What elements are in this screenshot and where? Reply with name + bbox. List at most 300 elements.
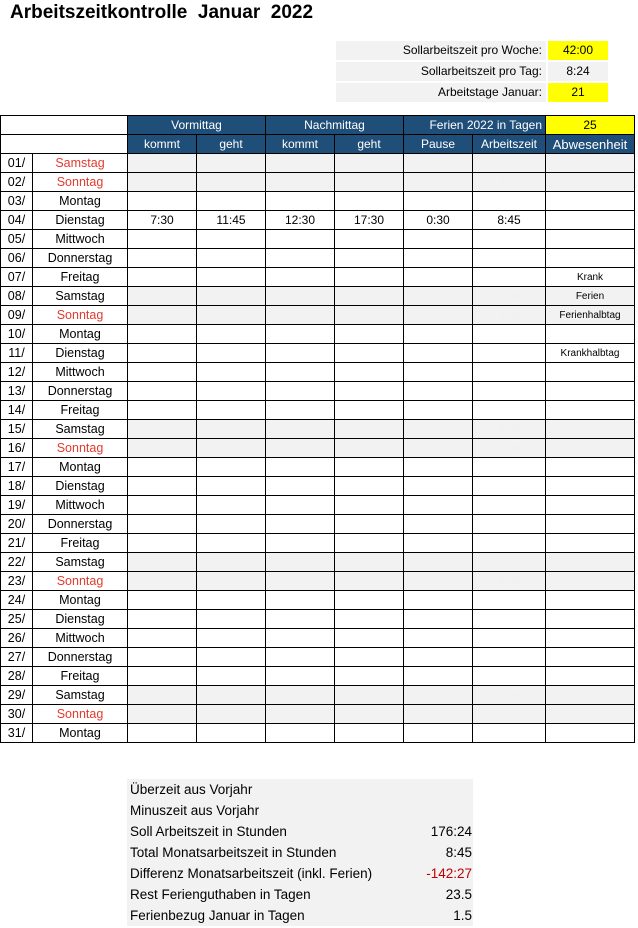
table-row: [1, 458, 635, 477]
day-number: 24/: [1, 591, 33, 610]
geht-vormittag-cell[interactable]: [197, 534, 266, 553]
kommt-vormittag-cell[interactable]: [128, 154, 197, 173]
day-name: Mittwoch: [33, 230, 128, 249]
abwesenheit-cell[interactable]: [546, 477, 635, 496]
kommt-vormittag-cell[interactable]: [128, 496, 197, 515]
geht-vormittag-cell[interactable]: 11:45: [197, 211, 266, 230]
geht-vormittag-cell[interactable]: [197, 344, 266, 363]
col-header-geht: geht: [335, 135, 404, 154]
day-number: 07/: [1, 268, 33, 287]
day-name: Donnerstag: [33, 648, 128, 667]
kommt-nachmittag-cell[interactable]: [266, 591, 335, 610]
table-row: [1, 230, 635, 249]
kommt-nachmittag-cell[interactable]: [266, 534, 335, 553]
kommt-vormittag-cell[interactable]: [128, 572, 197, 591]
summary-label: Rest Ferienguthaben in Tagen: [130, 887, 311, 902]
kommt-nachmittag-cell[interactable]: [266, 401, 335, 420]
arbeitszeit-cell: 8:45: [473, 211, 546, 230]
arbeitszeit-cell: [473, 154, 546, 173]
arbeitszeit-cell: [473, 401, 546, 420]
kommt-vormittag-cell[interactable]: [128, 629, 197, 648]
setting-label: Sollarbeitszeit pro Tag:: [336, 62, 546, 81]
arbeitszeit-cell: [473, 629, 546, 648]
geht-nachmittag-cell[interactable]: [335, 553, 404, 572]
geht-vormittag-cell[interactable]: [197, 439, 266, 458]
geht-vormittag-cell[interactable]: [197, 154, 266, 173]
arbeitszeit-cell: [473, 496, 546, 515]
geht-nachmittag-cell[interactable]: [335, 230, 404, 249]
kommt-nachmittag-cell[interactable]: [266, 648, 335, 667]
abwesenheit-cell[interactable]: [546, 534, 635, 553]
table-row: [1, 610, 635, 629]
geht-nachmittag-cell[interactable]: [335, 705, 404, 724]
geht-nachmittag-cell[interactable]: [335, 648, 404, 667]
table-row: [1, 268, 635, 287]
header-ferien: Ferien 2022 in Tagen: [404, 116, 546, 135]
geht-nachmittag-cell[interactable]: [335, 325, 404, 344]
geht-vormittag-cell[interactable]: [197, 249, 266, 268]
arbeitszeit-cell: 0:00: [473, 173, 546, 192]
kommt-nachmittag-cell[interactable]: [266, 553, 335, 572]
day-number: 31/: [1, 724, 33, 743]
geht-vormittag-cell[interactable]: [197, 477, 266, 496]
abwesenheit-cell[interactable]: [546, 553, 635, 572]
geht-vormittag-cell[interactable]: [197, 515, 266, 534]
geht-vormittag-cell[interactable]: [197, 306, 266, 325]
geht-vormittag-cell[interactable]: [197, 192, 266, 211]
day-name: Samstag: [33, 420, 128, 439]
table-row: [1, 249, 635, 268]
day-name: Sonntag: [33, 705, 128, 724]
pause-cell: [404, 686, 473, 705]
geht-vormittag-cell[interactable]: [197, 572, 266, 591]
pause-cell: [404, 477, 473, 496]
kommt-nachmittag-cell[interactable]: [266, 705, 335, 724]
geht-nachmittag-cell[interactable]: 17:30: [335, 211, 404, 230]
pause-cell: [404, 306, 473, 325]
page-title: Arbeitszeitkontrolle Januar 2022: [10, 2, 314, 23]
abwesenheit-cell[interactable]: [546, 230, 635, 249]
abwesenheit-cell[interactable]: [546, 154, 635, 173]
abwesenheit-cell[interactable]: [546, 591, 635, 610]
setting-value-day: 8:24: [548, 62, 608, 81]
table-row: [1, 439, 635, 458]
kommt-vormittag-cell[interactable]: [128, 686, 197, 705]
geht-vormittag-cell[interactable]: [197, 705, 266, 724]
kommt-vormittag-cell[interactable]: [128, 610, 197, 629]
arbeitszeit-cell: [473, 363, 546, 382]
abwesenheit-cell[interactable]: [546, 363, 635, 382]
abwesenheit-cell[interactable]: [546, 192, 635, 211]
abwesenheit-cell[interactable]: [546, 325, 635, 344]
kommt-vormittag-cell[interactable]: [128, 477, 197, 496]
summary-label: Überzeit aus Vorjahr: [130, 782, 253, 797]
pause-cell: [404, 363, 473, 382]
geht-vormittag-cell[interactable]: [197, 287, 266, 306]
arbeitszeit-cell: [473, 591, 546, 610]
day-number: 08/: [1, 287, 33, 306]
abwesenheit-cell[interactable]: [546, 211, 635, 230]
pause-cell: [404, 325, 473, 344]
kommt-nachmittag-cell[interactable]: [266, 344, 335, 363]
pause-cell: [404, 496, 473, 515]
day-name: Sonntag: [33, 173, 128, 192]
geht-vormittag-cell[interactable]: [197, 591, 266, 610]
day-name: Montag: [33, 458, 128, 477]
pause-cell: [404, 154, 473, 173]
day-name: Samstag: [33, 686, 128, 705]
summary-value: 8:45: [445, 845, 472, 860]
pause-cell: [404, 192, 473, 211]
table-row: [1, 705, 635, 724]
summary-block: [127, 779, 473, 926]
abwesenheit-cell[interactable]: [546, 496, 635, 515]
summary-label: Soll Arbeitszeit in Stunden: [130, 824, 287, 839]
geht-vormittag-cell[interactable]: [197, 629, 266, 648]
col-header-kommt: kommt: [128, 135, 197, 154]
pause-cell: 0:30: [404, 211, 473, 230]
table-row: [1, 401, 635, 420]
kommt-nachmittag-cell[interactable]: [266, 439, 335, 458]
col-header-kommt: kommt: [266, 135, 335, 154]
kommt-nachmittag-cell[interactable]: [266, 629, 335, 648]
day-name: Samstag: [33, 154, 128, 173]
ferien-days-input[interactable]: 25: [546, 116, 635, 135]
day-number: 23/: [1, 572, 33, 591]
summary-row: [127, 779, 473, 800]
pause-cell: [404, 515, 473, 534]
kommt-vormittag-cell[interactable]: [128, 648, 197, 667]
arbeitszeit-cell: [473, 534, 546, 553]
geht-vormittag-cell[interactable]: [197, 686, 266, 705]
day-name: Montag: [33, 192, 128, 211]
arbeitszeit-cell: [473, 648, 546, 667]
geht-vormittag-cell[interactable]: [197, 173, 266, 192]
kommt-nachmittag-cell[interactable]: [266, 686, 335, 705]
pause-cell: [404, 534, 473, 553]
kommt-vormittag-cell[interactable]: [128, 230, 197, 249]
day-name: Sonntag: [33, 439, 128, 458]
summary-row: [127, 821, 473, 842]
geht-nachmittag-cell[interactable]: [335, 287, 404, 306]
kommt-vormittag-cell[interactable]: [128, 458, 197, 477]
header-row-groups: [1, 116, 635, 135]
day-number: 26/: [1, 629, 33, 648]
geht-vormittag-cell[interactable]: [197, 230, 266, 249]
geht-nachmittag-cell[interactable]: [335, 572, 404, 591]
geht-vormittag-cell[interactable]: [197, 458, 266, 477]
abwesenheit-cell[interactable]: [546, 572, 635, 591]
setting-row-workdays: [336, 83, 636, 102]
geht-nachmittag-cell[interactable]: [335, 306, 404, 325]
arbeitszeit-cell: [473, 249, 546, 268]
abwesenheit-cell[interactable]: [546, 173, 635, 192]
arbeitszeit-cell: [473, 192, 546, 211]
kommt-nachmittag-cell[interactable]: [266, 287, 335, 306]
pause-cell: [404, 287, 473, 306]
kommt-vormittag-cell[interactable]: [128, 268, 197, 287]
geht-nachmittag-cell[interactable]: [335, 477, 404, 496]
abwesenheit-cell[interactable]: [546, 667, 635, 686]
day-name: Freitag: [33, 268, 128, 287]
abwesenheit-cell[interactable]: Krankhalbtag: [546, 344, 635, 363]
geht-vormittag-cell[interactable]: [197, 363, 266, 382]
table-row: [1, 629, 635, 648]
summary-value: 1.5: [453, 908, 472, 923]
pause-cell: [404, 249, 473, 268]
geht-nachmittag-cell[interactable]: [335, 534, 404, 553]
day-number: 03/: [1, 192, 33, 211]
table-row: [1, 173, 635, 192]
geht-nachmittag-cell[interactable]: [335, 439, 404, 458]
kommt-nachmittag-cell[interactable]: [266, 477, 335, 496]
arbeitszeit-cell: 0:00: [473, 306, 546, 325]
arbeitszeit-cell: [473, 344, 546, 363]
table-row: [1, 192, 635, 211]
summary-label: Differenz Monatsarbeitszeit (inkl. Ferien): [130, 866, 373, 881]
abwesenheit-cell[interactable]: [546, 705, 635, 724]
geht-vormittag-cell[interactable]: [197, 553, 266, 572]
header-vormittag: Vormittag: [128, 116, 266, 135]
kommt-nachmittag-cell[interactable]: [266, 515, 335, 534]
kommt-vormittag-cell[interactable]: [128, 420, 197, 439]
kommt-nachmittag-cell[interactable]: [266, 154, 335, 173]
arbeitszeit-cell: [473, 268, 546, 287]
day-name: Freitag: [33, 401, 128, 420]
geht-nachmittag-cell[interactable]: [335, 724, 404, 743]
summary-value: 23.5: [445, 887, 472, 902]
col-header-pause: Pause: [404, 135, 473, 154]
table-row: [1, 553, 635, 572]
abwesenheit-cell[interactable]: [546, 401, 635, 420]
kommt-nachmittag-cell[interactable]: [266, 667, 335, 686]
pause-cell: [404, 230, 473, 249]
pause-cell: [404, 173, 473, 192]
setting-label: Sollarbeitszeit pro Woche:: [336, 41, 546, 60]
settings-block: [336, 41, 636, 104]
arbeitszeit-cell: 0:00: [473, 420, 546, 439]
geht-nachmittag-cell[interactable]: [335, 591, 404, 610]
kommt-nachmittag-cell[interactable]: [266, 496, 335, 515]
geht-nachmittag-cell[interactable]: [335, 667, 404, 686]
table-row: [1, 420, 635, 439]
table-row: [1, 724, 635, 743]
day-name: Sonntag: [33, 572, 128, 591]
kommt-vormittag-cell[interactable]: [128, 553, 197, 572]
kommt-nachmittag-cell[interactable]: [266, 230, 335, 249]
kommt-vormittag-cell[interactable]: [128, 344, 197, 363]
arbeitszeit-cell: [473, 610, 546, 629]
geht-nachmittag-cell[interactable]: [335, 249, 404, 268]
pause-cell: [404, 648, 473, 667]
summary-value: -142:27: [426, 866, 472, 881]
day-number: 04/: [1, 211, 33, 230]
pause-cell: [404, 629, 473, 648]
abwesenheit-cell[interactable]: [546, 439, 635, 458]
table-row: [1, 363, 635, 382]
day-name: Donnerstag: [33, 515, 128, 534]
pause-cell: [404, 458, 473, 477]
geht-nachmittag-cell[interactable]: [335, 420, 404, 439]
kommt-nachmittag-cell[interactable]: 12:30: [266, 211, 335, 230]
geht-nachmittag-cell[interactable]: [335, 268, 404, 287]
day-name: Montag: [33, 724, 128, 743]
summary-label: Total Monatsarbeitszeit in Stunden: [130, 845, 337, 860]
kommt-vormittag-cell[interactable]: [128, 401, 197, 420]
pause-cell: [404, 439, 473, 458]
kommt-nachmittag-cell[interactable]: [266, 458, 335, 477]
kommt-vormittag-cell[interactable]: [128, 249, 197, 268]
geht-vormittag-cell[interactable]: [197, 667, 266, 686]
geht-nachmittag-cell[interactable]: [335, 686, 404, 705]
geht-nachmittag-cell[interactable]: [335, 515, 404, 534]
day-number: 30/: [1, 705, 33, 724]
kommt-vormittag-cell[interactable]: [128, 363, 197, 382]
table-row: [1, 686, 635, 705]
time-table: [0, 115, 635, 743]
abwesenheit-cell[interactable]: [546, 249, 635, 268]
kommt-vormittag-cell[interactable]: [128, 724, 197, 743]
kommt-vormittag-cell[interactable]: [128, 439, 197, 458]
abwesenheit-cell[interactable]: [546, 515, 635, 534]
arbeitszeit-cell: 0:00: [473, 287, 546, 306]
geht-nachmittag-cell[interactable]: [335, 382, 404, 401]
summary-row: [127, 905, 473, 926]
abwesenheit-cell[interactable]: [546, 686, 635, 705]
kommt-vormittag-cell[interactable]: [128, 325, 197, 344]
geht-nachmittag-cell[interactable]: [335, 344, 404, 363]
kommt-nachmittag-cell[interactable]: [266, 192, 335, 211]
table-row: [1, 382, 635, 401]
day-number: 05/: [1, 230, 33, 249]
abwesenheit-cell[interactable]: [546, 648, 635, 667]
summary-label: Ferienbezug Januar in Tagen: [130, 908, 305, 923]
geht-nachmittag-cell[interactable]: [335, 401, 404, 420]
kommt-nachmittag-cell[interactable]: [266, 572, 335, 591]
abwesenheit-cell[interactable]: [546, 610, 635, 629]
geht-vormittag-cell[interactable]: [197, 420, 266, 439]
geht-nachmittag-cell[interactable]: [335, 363, 404, 382]
kommt-vormittag-cell[interactable]: 7:30: [128, 211, 197, 230]
abwesenheit-cell[interactable]: Ferien: [546, 287, 635, 306]
arbeitszeit-cell: [473, 230, 546, 249]
kommt-vormittag-cell[interactable]: [128, 306, 197, 325]
kommt-vormittag-cell[interactable]: [128, 192, 197, 211]
abwesenheit-cell[interactable]: [546, 629, 635, 648]
geht-nachmittag-cell[interactable]: [335, 173, 404, 192]
geht-vormittag-cell[interactable]: [197, 648, 266, 667]
arbeitszeit-cell: [473, 477, 546, 496]
day-number: 01/: [1, 154, 33, 173]
kommt-vormittag-cell[interactable]: [128, 591, 197, 610]
summary-row: [127, 884, 473, 905]
day-number: 29/: [1, 686, 33, 705]
day-number: 09/: [1, 306, 33, 325]
day-name: Donnerstag: [33, 249, 128, 268]
pause-cell: [404, 705, 473, 724]
day-number: 11/: [1, 344, 33, 363]
geht-vormittag-cell[interactable]: [197, 382, 266, 401]
geht-nachmittag-cell[interactable]: [335, 192, 404, 211]
pause-cell: [404, 401, 473, 420]
kommt-vormittag-cell[interactable]: [128, 287, 197, 306]
kommt-nachmittag-cell[interactable]: [266, 173, 335, 192]
table-row: [1, 306, 635, 325]
kommt-nachmittag-cell[interactable]: [266, 325, 335, 344]
arbeitszeit-cell: [473, 325, 546, 344]
table-row: [1, 496, 635, 515]
pause-cell: [404, 382, 473, 401]
geht-vormittag-cell[interactable]: [197, 610, 266, 629]
geht-nachmittag-cell[interactable]: [335, 458, 404, 477]
table-row: [1, 325, 635, 344]
kommt-nachmittag-cell[interactable]: [266, 610, 335, 629]
abwesenheit-cell[interactable]: Ferienhalbtag: [546, 306, 635, 325]
day-number: 10/: [1, 325, 33, 344]
table-row: [1, 667, 635, 686]
summary-label: Minuszeit aus Vorjahr: [130, 803, 260, 818]
kommt-vormittag-cell[interactable]: [128, 534, 197, 553]
table-row: [1, 477, 635, 496]
pause-cell: [404, 553, 473, 572]
geht-nachmittag-cell[interactable]: [335, 496, 404, 515]
day-number: 20/: [1, 515, 33, 534]
geht-nachmittag-cell[interactable]: [335, 629, 404, 648]
day-number: 27/: [1, 648, 33, 667]
pause-cell: [404, 344, 473, 363]
abwesenheit-cell[interactable]: [546, 420, 635, 439]
abwesenheit-cell[interactable]: Krank: [546, 268, 635, 287]
day-number: 22/: [1, 553, 33, 572]
setting-label: Arbeitstage Januar:: [336, 83, 546, 102]
kommt-nachmittag-cell[interactable]: [266, 363, 335, 382]
day-name: Samstag: [33, 287, 128, 306]
kommt-nachmittag-cell[interactable]: [266, 306, 335, 325]
geht-vormittag-cell[interactable]: [197, 724, 266, 743]
kommt-nachmittag-cell[interactable]: [266, 420, 335, 439]
day-name: Mittwoch: [33, 629, 128, 648]
kommt-vormittag-cell[interactable]: [128, 173, 197, 192]
geht-nachmittag-cell[interactable]: [335, 154, 404, 173]
geht-vormittag-cell[interactable]: [197, 325, 266, 344]
abwesenheit-cell[interactable]: [546, 382, 635, 401]
abwesenheit-cell[interactable]: [546, 458, 635, 477]
kommt-vormittag-cell[interactable]: [128, 382, 197, 401]
pause-cell: [404, 667, 473, 686]
day-name: Samstag: [33, 553, 128, 572]
kommt-vormittag-cell[interactable]: [128, 705, 197, 724]
kommt-nachmittag-cell[interactable]: [266, 724, 335, 743]
arbeitszeit-cell: [473, 458, 546, 477]
kommt-nachmittag-cell[interactable]: [266, 249, 335, 268]
setting-value-workdays-input[interactable]: 21: [548, 83, 608, 102]
pause-cell: [404, 572, 473, 591]
kommt-nachmittag-cell[interactable]: [266, 268, 335, 287]
kommt-nachmittag-cell[interactable]: [266, 382, 335, 401]
geht-vormittag-cell[interactable]: [197, 496, 266, 515]
arbeitszeit-cell: 0:00: [473, 705, 546, 724]
geht-vormittag-cell[interactable]: [197, 268, 266, 287]
kommt-vormittag-cell[interactable]: [128, 515, 197, 534]
geht-vormittag-cell[interactable]: [197, 401, 266, 420]
kommt-vormittag-cell[interactable]: [128, 667, 197, 686]
abwesenheit-cell[interactable]: [546, 724, 635, 743]
setting-value-week-input[interactable]: 42:00: [548, 41, 608, 60]
day-name: Mittwoch: [33, 496, 128, 515]
header-nachmittag: Nachmittag: [266, 116, 404, 135]
arbeitszeit-cell: 0:00: [473, 553, 546, 572]
geht-nachmittag-cell[interactable]: [335, 610, 404, 629]
